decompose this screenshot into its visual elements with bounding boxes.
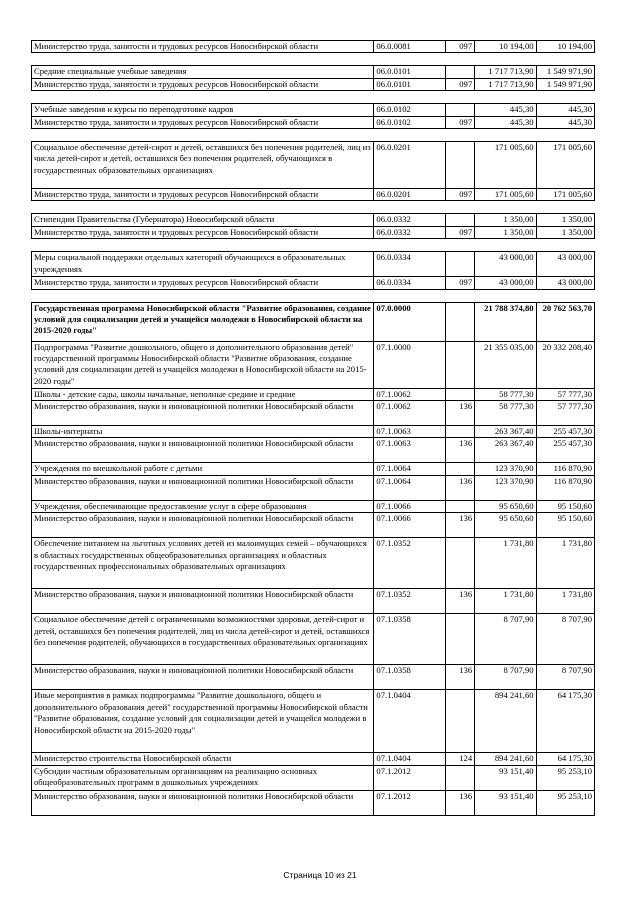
row-vr-cell: 124 [445,753,474,765]
row-code-cell: 07.1.0063 [374,438,446,463]
row-name-cell: Стипендии Правительства (Губернатора) Новосибирской области [32,214,374,226]
spacer-cell [32,289,595,302]
row-code-cell: 06.0.0332 [374,226,446,238]
row-code-cell: 07.1.0404 [374,690,446,753]
row-code-cell: 07.1.0066 [374,500,446,512]
row-vr-cell [445,341,474,388]
row-sum1-cell: 263 367,40 [475,438,536,463]
row-vr-cell: 097 [445,277,474,289]
row-sum2-cell: 95 150,60 [536,500,594,512]
row-sum2-cell: 95 253,10 [536,790,594,815]
row-name-cell: Министерство образования, науки и инновационной политики Новосибирской области [32,513,374,538]
table-row [32,66,595,78]
row-vr-cell [445,426,474,438]
table-row [32,426,595,438]
table-row [32,665,595,690]
table-row [32,614,595,665]
row-code-cell: 06.0.0201 [374,142,446,189]
row-sum2-cell: 95 150,60 [536,513,594,538]
row-sum1-cell: 58 777,30 [475,388,536,400]
row-sum1-cell: 95 650,60 [475,500,536,512]
row-code-cell: 07.0.0000 [374,302,446,341]
spacer-cell [32,201,595,214]
table-row [32,226,595,238]
row-sum1-cell: 1 731,80 [475,589,536,614]
row-vr-cell: 097 [445,226,474,238]
row-sum1-cell: 123 370,90 [475,475,536,500]
row-sum1-cell: 1 731,80 [475,538,536,589]
table-row [32,142,595,189]
row-name-cell: Учреждения по внешкольной работе с детьми [32,463,374,475]
table-row [32,589,595,614]
row-sum1-cell: 171 005,60 [475,189,536,201]
row-sum2-cell: 171 005,60 [536,142,594,189]
row-sum2-cell: 445,30 [536,116,594,128]
row-name-cell: Министерство труда, занятости и трудовых ресурсов Новосибирской области [32,41,374,53]
spacer-row [32,239,595,252]
row-sum2-cell: 255 457,30 [536,438,594,463]
row-name-cell: Социальное обеспечение детей-сирот и детей, оставшихся без попечения родителей, лиц из числа детей-сирот и детей, оставшихся без попечения родителей, обучающихся в государственных образовательных организациях [32,142,374,189]
table-row [32,765,595,790]
table-row [32,116,595,128]
row-sum2-cell: 20 762 563,70 [536,302,594,341]
row-sum1-cell: 8 707,90 [475,614,536,665]
row-sum2-cell: 10 194,00 [536,41,594,53]
row-name-cell: Министерство строительства Новосибирской области [32,753,374,765]
row-sum1-cell: 93 151,40 [475,765,536,790]
row-sum1-cell: 894 241,60 [475,753,536,765]
table-row [32,78,595,90]
row-vr-cell [445,104,474,116]
row-code-cell: 07.1.0063 [374,426,446,438]
row-code-cell: 06.0.0101 [374,66,446,78]
table-row [32,690,595,753]
row-sum2-cell: 57 777,30 [536,388,594,400]
row-vr-cell [445,765,474,790]
row-name-cell: Иные мероприятия в рамках подпрограммы "Развитие дошкольного, общего и дополнительного образования детей" государственной программы Новосибирской области "Развитие образования, создание условий для социализации детей и учащейся молодежи в Новосибирской области на 2015-2020 годы" [32,690,374,753]
row-name-cell: Министерство труда, занятости и трудовых ресурсов Новосибирской области [32,116,374,128]
row-sum1-cell: 445,30 [475,116,536,128]
row-vr-cell [445,463,474,475]
table-body [32,41,595,816]
row-vr-cell [445,252,474,277]
spacer-cell [32,91,595,104]
row-sum2-cell: 171 005,60 [536,189,594,201]
spacer-row [32,53,595,66]
row-sum1-cell: 1 717 713,90 [475,66,536,78]
row-sum1-cell: 263 367,40 [475,426,536,438]
row-vr-cell: 136 [445,475,474,500]
row-sum2-cell: 445,30 [536,104,594,116]
table-row [32,388,595,400]
row-sum1-cell: 8 707,90 [475,665,536,690]
spacer-cell [32,53,595,66]
row-sum1-cell: 1 717 713,90 [475,78,536,90]
row-sum1-cell: 445,30 [475,104,536,116]
row-vr-cell [445,142,474,189]
row-code-cell: 07.1.0064 [374,463,446,475]
row-sum2-cell: 95 253,10 [536,765,594,790]
row-vr-cell [445,614,474,665]
spacer-cell [32,239,595,252]
table-row [32,538,595,589]
row-name-cell: Министерство труда, занятости и трудовых ресурсов Новосибирской области [32,189,374,201]
row-name-cell: Министерство образования, науки и инновационной политики Новосибирской области [32,665,374,690]
row-vr-cell [445,302,474,341]
row-sum2-cell: 43 000,00 [536,277,594,289]
row-vr-cell: 136 [445,589,474,614]
row-name-cell: Социальное обеспечение детей с ограниченными возможностями здоровья, детей-сирот и детей, оставшихся без попечения родителей, лиц из числа детей-сирот и детей, оставшихся без попечения родителей, обучающихся в государственных образовательных организациях [32,614,374,665]
row-sum1-cell: 43 000,00 [475,252,536,277]
row-vr-cell [445,538,474,589]
row-sum2-cell: 8 707,90 [536,614,594,665]
table-row [32,753,595,765]
table-row [32,214,595,226]
row-code-cell: 07.1.0352 [374,538,446,589]
row-code-cell: 06.0.0201 [374,189,446,201]
spacer-row [32,201,595,214]
row-code-cell: 07.1.0358 [374,665,446,690]
row-sum2-cell: 20 332 208,40 [536,341,594,388]
row-name-cell: Меры социальной поддержки отдельных категорий обучающихся в образовательных учреждениях [32,252,374,277]
row-name-cell: Государственная программа Новосибирской области "Развитие образования, создание условий для социализации детей и учащейся молодежи в Новосибирской области на 2015-2020 годы" [32,302,374,341]
row-code-cell: 07.1.0062 [374,401,446,426]
row-name-cell: Министерство образования, науки и инновационной политики Новосибирской области [32,401,374,426]
row-name-cell: Министерство труда, занятости и трудовых ресурсов Новосибирской области [32,226,374,238]
table-row [32,104,595,116]
row-vr-cell: 097 [445,116,474,128]
row-sum2-cell: 1 350,00 [536,226,594,238]
row-vr-cell [445,214,474,226]
row-sum2-cell: 1 731,80 [536,589,594,614]
row-sum2-cell: 64 175,30 [536,753,594,765]
spacer-row [32,129,595,142]
spacer-cell [32,129,595,142]
row-vr-cell: 097 [445,189,474,201]
row-sum2-cell: 116 870,90 [536,475,594,500]
row-name-cell: Подпрограмма "Развитие дошкольного, общего и дополнительного образования детей" государственной программы Новосибирской области "Развитие образования, создание условий для социализации детей и учащейся молодежи в Новосибирской области на 2015-2020 годы" [32,341,374,388]
row-sum2-cell: 43 000,00 [536,252,594,277]
row-name-cell: Субсидии частным образовательным организациям на реализацию основных общеобразовательных программ в дошкольных учреждениях [32,765,374,790]
row-sum1-cell: 93 151,40 [475,790,536,815]
row-vr-cell [445,388,474,400]
row-name-cell: Средние специальные учебные заведения [32,66,374,78]
row-sum1-cell: 1 350,00 [475,214,536,226]
row-name-cell: Министерство образования, науки и инновационной политики Новосибирской области [32,790,374,815]
row-sum1-cell: 894 241,60 [475,690,536,753]
row-code-cell: 07.1.0352 [374,589,446,614]
row-sum1-cell: 1 350,00 [475,226,536,238]
row-name-cell: Министерство труда, занятости и трудовых ресурсов Новосибирской области [32,277,374,289]
table-row [32,475,595,500]
spacer-row [32,289,595,302]
table-row [32,500,595,512]
table-row [32,463,595,475]
row-sum2-cell: 1 350,00 [536,214,594,226]
row-name-cell: Школы - детские сады, школы начальные, неполные средние и средние [32,388,374,400]
row-code-cell: 06.0.0102 [374,104,446,116]
row-name-cell: Министерство образования, науки и инновационной политики Новосибирской области [32,589,374,614]
page-footer: Страница 10 из 21 [283,870,357,880]
table-row [32,189,595,201]
row-sum2-cell: 64 175,30 [536,690,594,753]
row-name-cell: Обеспечение питанием на льготных условиях детей из малоимущих семей – обучающихся в областных государственных общеобразовательных организациях и областных государственных профессиональных образовательных организациях [32,538,374,589]
row-name-cell: Учреждения, обеспечивающие предоставление услуг в сфере образования [32,500,374,512]
row-sum1-cell: 95 650,60 [475,513,536,538]
table-row [32,302,595,341]
row-code-cell: 07.1.2012 [374,765,446,790]
row-sum1-cell: 171 005,60 [475,142,536,189]
row-sum1-cell: 123 370,90 [475,463,536,475]
row-vr-cell: 097 [445,78,474,90]
row-sum2-cell: 255 457,30 [536,426,594,438]
row-name-cell: Министерство труда, занятости и трудовых ресурсов Новосибирской области [32,78,374,90]
row-vr-cell: 136 [445,401,474,426]
row-vr-cell [445,66,474,78]
row-code-cell: 07.1.2012 [374,790,446,815]
row-code-cell: 07.1.0062 [374,388,446,400]
row-sum2-cell: 1 731,80 [536,538,594,589]
spacer-row [32,91,595,104]
row-code-cell: 07.1.0358 [374,614,446,665]
row-code-cell: 07.1.0000 [374,341,446,388]
row-sum1-cell: 58 777,30 [475,401,536,426]
row-sum2-cell: 1 549 971,90 [536,78,594,90]
row-sum2-cell: 1 549 971,90 [536,66,594,78]
row-vr-cell: 097 [445,41,474,53]
row-code-cell: 06.0.0101 [374,78,446,90]
row-sum1-cell: 43 000,00 [475,277,536,289]
table-row [32,513,595,538]
row-sum2-cell: 57 777,30 [536,401,594,426]
row-code-cell: 06.0.0332 [374,214,446,226]
row-vr-cell: 136 [445,790,474,815]
row-name-cell: Министерство образования, науки и инновационной политики Новосибирской области [32,438,374,463]
row-vr-cell: 136 [445,438,474,463]
table-row [32,41,595,53]
table-row [32,341,595,388]
row-code-cell: 06.0.0102 [374,116,446,128]
row-name-cell: Министерство образования, науки и инновационной политики Новосибирской области [32,475,374,500]
row-code-cell: 07.1.0064 [374,475,446,500]
row-sum2-cell: 116 870,90 [536,463,594,475]
row-code-cell: 07.1.0404 [374,753,446,765]
row-name-cell: Учебные заведения и курсы по переподготовке кадров [32,104,374,116]
table-row [32,438,595,463]
row-vr-cell: 136 [445,665,474,690]
row-vr-cell [445,690,474,753]
table-row [32,790,595,815]
row-sum1-cell: 21 788 374,80 [475,302,536,341]
row-vr-cell: 136 [445,513,474,538]
row-code-cell: 06.0.0081 [374,41,446,53]
table-row [32,401,595,426]
row-code-cell: 07.1.0066 [374,513,446,538]
row-name-cell: Школы-интернаты [32,426,374,438]
table-row [32,277,595,289]
table-row [32,252,595,277]
row-sum1-cell: 10 194,00 [475,41,536,53]
budget-table [31,40,595,816]
row-sum1-cell: 21 355 035,00 [475,341,536,388]
row-sum2-cell: 8 707,90 [536,665,594,690]
row-code-cell: 06.0.0334 [374,277,446,289]
row-vr-cell [445,500,474,512]
row-code-cell: 06.0.0334 [374,252,446,277]
